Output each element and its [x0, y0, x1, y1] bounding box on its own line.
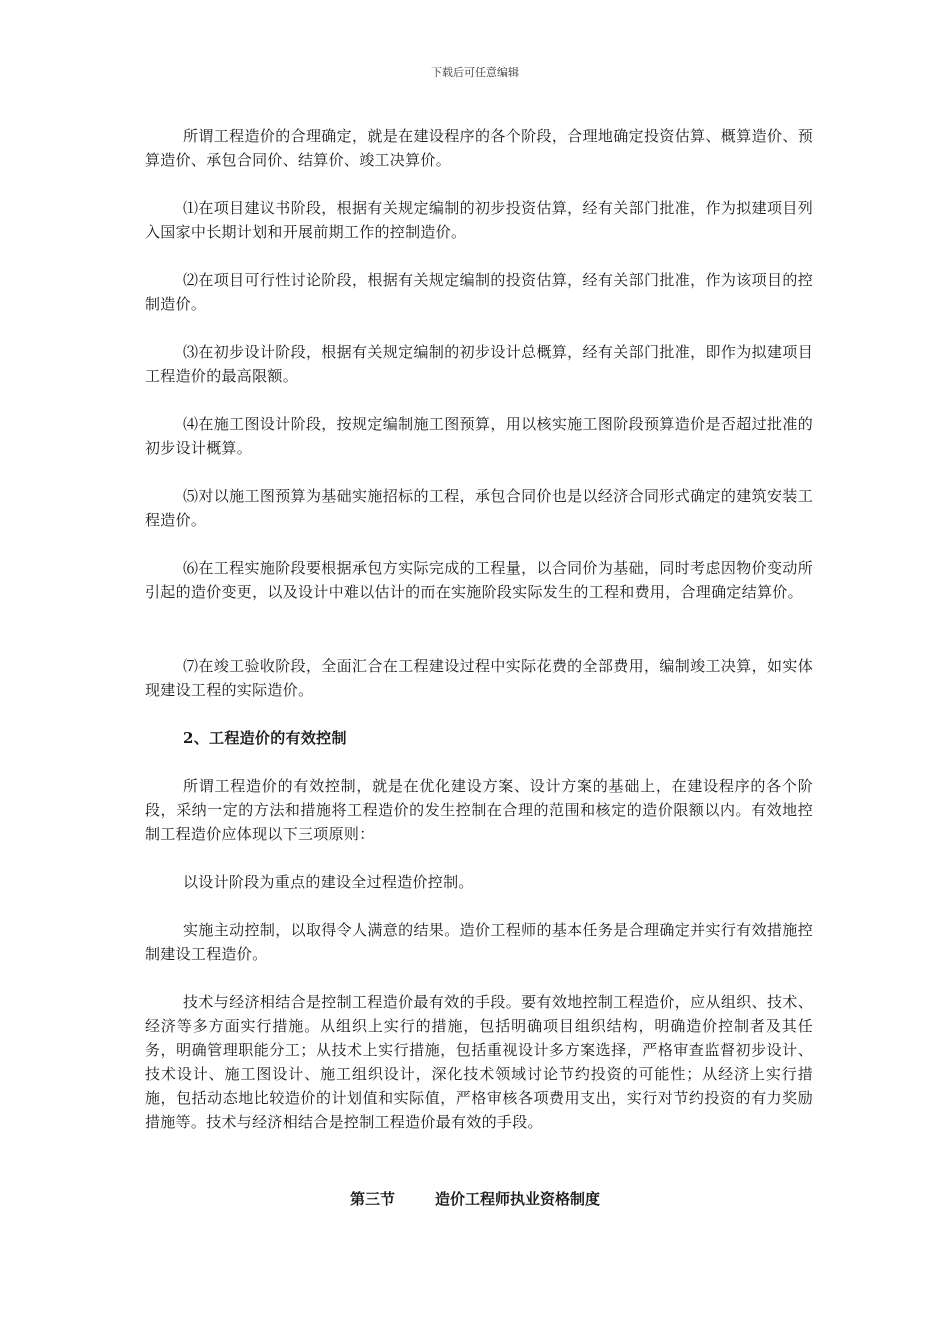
paragraph-item-7: ⑺在竣工验收阶段，全面汇合在工程建设过程中实际花费的全部费用，编制竣工决算，如实体现建设工程的实际造价。: [145, 657, 813, 699]
paragraph-reasonable-determination: 所谓工程造价的合理确定，就是在建设程序的各个阶段，合理地确定投资估算、概算造价、预算造价、承包合同价、结算价、竣工决算价。: [145, 127, 813, 169]
paragraph-item-4: ⑷在施工图设计阶段，按规定编制施工图预算，用以核实施工图阶段预算造价是否超过批准的初步设计概算。: [145, 415, 813, 457]
paragraph-principle-1: 以设计阶段为重点的建设全过程造价控制。: [183, 873, 474, 891]
paragraph-item-3: ⑶在初步设计阶段，根据有关规定编制的初步设计总概算，经有关部门批准，即作为拟建项目工程造价的最高限额。: [145, 343, 813, 385]
section-heading: [0, 1188, 950, 1210]
paragraph-item-6: ⑹在工程实施阶段要根据承包方实际完成的工程量，以合同价为基础，同时考虑因物价变动所引起的造价变更，以及设计中难以估计的而在实施阶段实际发生的工程和费用，合理确定结算价。: [145, 559, 813, 601]
section-label: 第三节: [349, 1190, 395, 1208]
subheading-effective-control: 2、工程造价的有效控制: [183, 729, 347, 747]
paragraph-item-1: ⑴在项目建议书阶段，根据有关规定编制的初步投资估算，经有关部门批准，作为拟建项目列入国家中长期计划和开展前期工作的控制造价。: [145, 199, 813, 241]
paragraph-effective-control: 所谓工程造价的有效控制，就是在优化建设方案、设计方案的基础上，在建设程序的各个阶段，采纳一定的方法和措施将工程造价的发生控制在合理的范围和核定的造价限额以内。有效地控制工程造价应体现以下三项原则：: [145, 777, 813, 843]
paragraph-item-2: ⑵在项目可行性讨论阶段，根据有关规定编制的投资估算，经有关部门批准，作为该项目的控制造价。: [145, 271, 813, 313]
paragraph-principle-2: 实施主动控制，以取得令人满意的结果。造价工程师的基本任务是合理确定并实行有效措施控制建设工程造价。: [145, 921, 813, 963]
page-header: 下载后可任意编辑: [431, 66, 519, 79]
paragraph-item-5: ⑸对以施工图预算为基础实施招标的工程，承包合同价也是以经济合同形式确定的建筑安装工程造价。: [145, 487, 813, 529]
section-title-text: 造价工程师执业资格制度: [435, 1190, 601, 1208]
paragraph-principle-3: 技术与经济相结合是控制工程造价最有效的手段。要有效地控制工程造价，应从组织、技术、经济等多方面实行措施。从组织上实行的措施，包括明确项目组织结构，明确造价控制者及其任务，明确管理职能分工；从技术上实行措施，包括重视设计多方案选择，严格审查监督初步设计、技术设计、施工图设计、施工组织设计，深化技术领域讨论节约投资的可能性；从经济上实行措施，包括动态地比较造价的计划值和实际值，严格审核各项费用支出，实行对节约投资的有力奖励措施等。技术与经济相结合是控制工程造价最有效的手段。: [145, 993, 813, 1131]
